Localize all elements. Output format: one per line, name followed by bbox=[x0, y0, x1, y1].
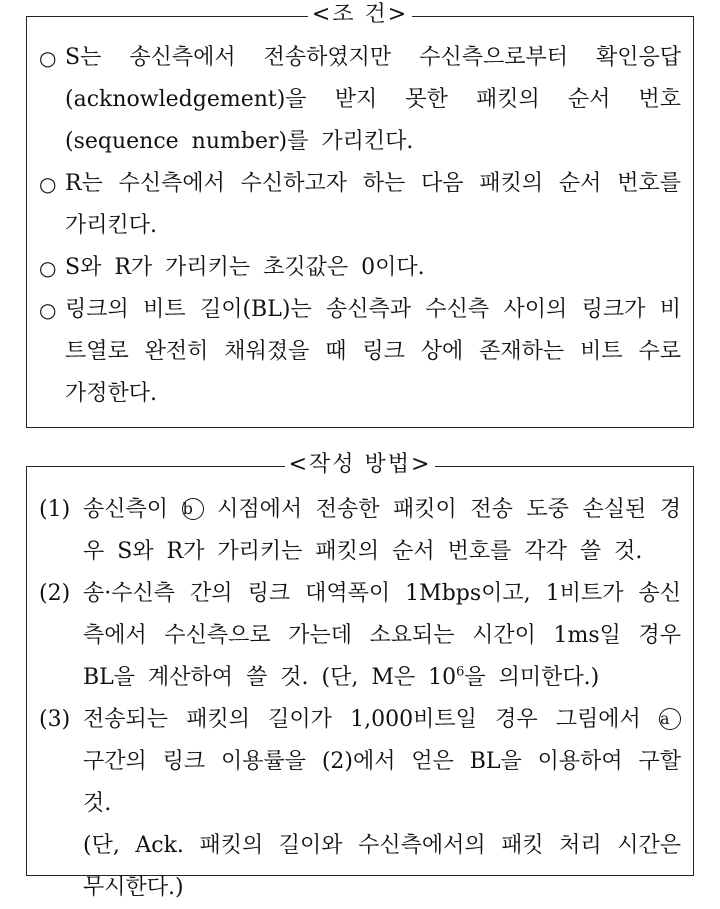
method-item-2 bbox=[27, 573, 693, 699]
method-text-after: 구간의 링크 이용률을 (2)에서 얻은 BL을 이용하여 구할 것. bbox=[83, 749, 681, 816]
condition-item-r bbox=[27, 163, 693, 247]
method-text bbox=[83, 707, 681, 816]
bullet-circle-icon: ○ bbox=[39, 298, 57, 322]
condition-item-s bbox=[27, 37, 693, 163]
method-title: <작성 방법> bbox=[285, 452, 436, 478]
conditions-title-wrap bbox=[27, 2, 693, 28]
condition-text: 링크의 비트 길이(BL)는 송신측과 수신측 사이의 링크가 비트열로 완전히 채워졌을 때 링크 상에 존재하는 비트 수로 가정한다. bbox=[65, 297, 681, 406]
condition-text: S와 R가 가리키는 초깃값은 0이다. bbox=[65, 255, 425, 280]
bullet-circle-icon: ○ bbox=[39, 256, 57, 280]
condition-text: S는 송신측에서 전송하였지만 수신측으로부터 확인응답(acknowledgement)을 받지 못한 패킷의 순서 번호(sequence number)를 가리킨다. bbox=[65, 45, 681, 154]
item-number: (1) bbox=[39, 497, 71, 522]
method-note: (단, Ack. 패킷의 길이와 수신측에서의 패킷 처리 시간은 무시한다.) bbox=[83, 833, 681, 900]
condition-text: R는 수신측에서 수신하고자 하는 다음 패킷의 순서 번호를 가리킨다. bbox=[65, 171, 681, 238]
method-item-3 bbox=[27, 699, 693, 909]
condition-item-initial bbox=[27, 247, 693, 289]
bullet-circle-icon: ○ bbox=[39, 46, 57, 70]
method-title-wrap bbox=[27, 452, 693, 478]
method-text-after: 시점에서 전송한 패킷이 전송 도중 손실된 경우 S와 R가 가리키는 패킷의 순서 번호를 각각 쓸 것. bbox=[83, 497, 682, 564]
method-text-before: 송·수신측 간의 링크 대역폭이 1Mbps이고, 1비트가 송신측에서 수신측으로 가는데 소요되는 시간이 1ms일 경우 BL을 계산하여 쓸 것. (단, M은 10 bbox=[83, 581, 681, 690]
bullet-circle-icon: ○ bbox=[39, 172, 57, 196]
method-text bbox=[83, 581, 681, 690]
method-text bbox=[83, 497, 681, 564]
item-number: (2) bbox=[39, 581, 71, 606]
method-box bbox=[26, 452, 694, 900]
exponent: 6 bbox=[456, 664, 465, 680]
method-item-1 bbox=[27, 489, 693, 573]
conditions-box bbox=[26, 2, 694, 428]
method-text-before: 전송되는 패킷의 길이가 1,000비트일 경우 그림에서 bbox=[83, 707, 641, 732]
method-text-before: 송신측이 bbox=[83, 497, 169, 522]
section-a-marker: a bbox=[659, 708, 681, 730]
condition-item-bl bbox=[27, 289, 693, 415]
item-number: (3) bbox=[39, 707, 71, 732]
method-text-after: 을 의미한다.) bbox=[464, 665, 600, 690]
conditions-title: <조 건> bbox=[308, 2, 412, 28]
point-b-marker: b bbox=[182, 498, 204, 520]
